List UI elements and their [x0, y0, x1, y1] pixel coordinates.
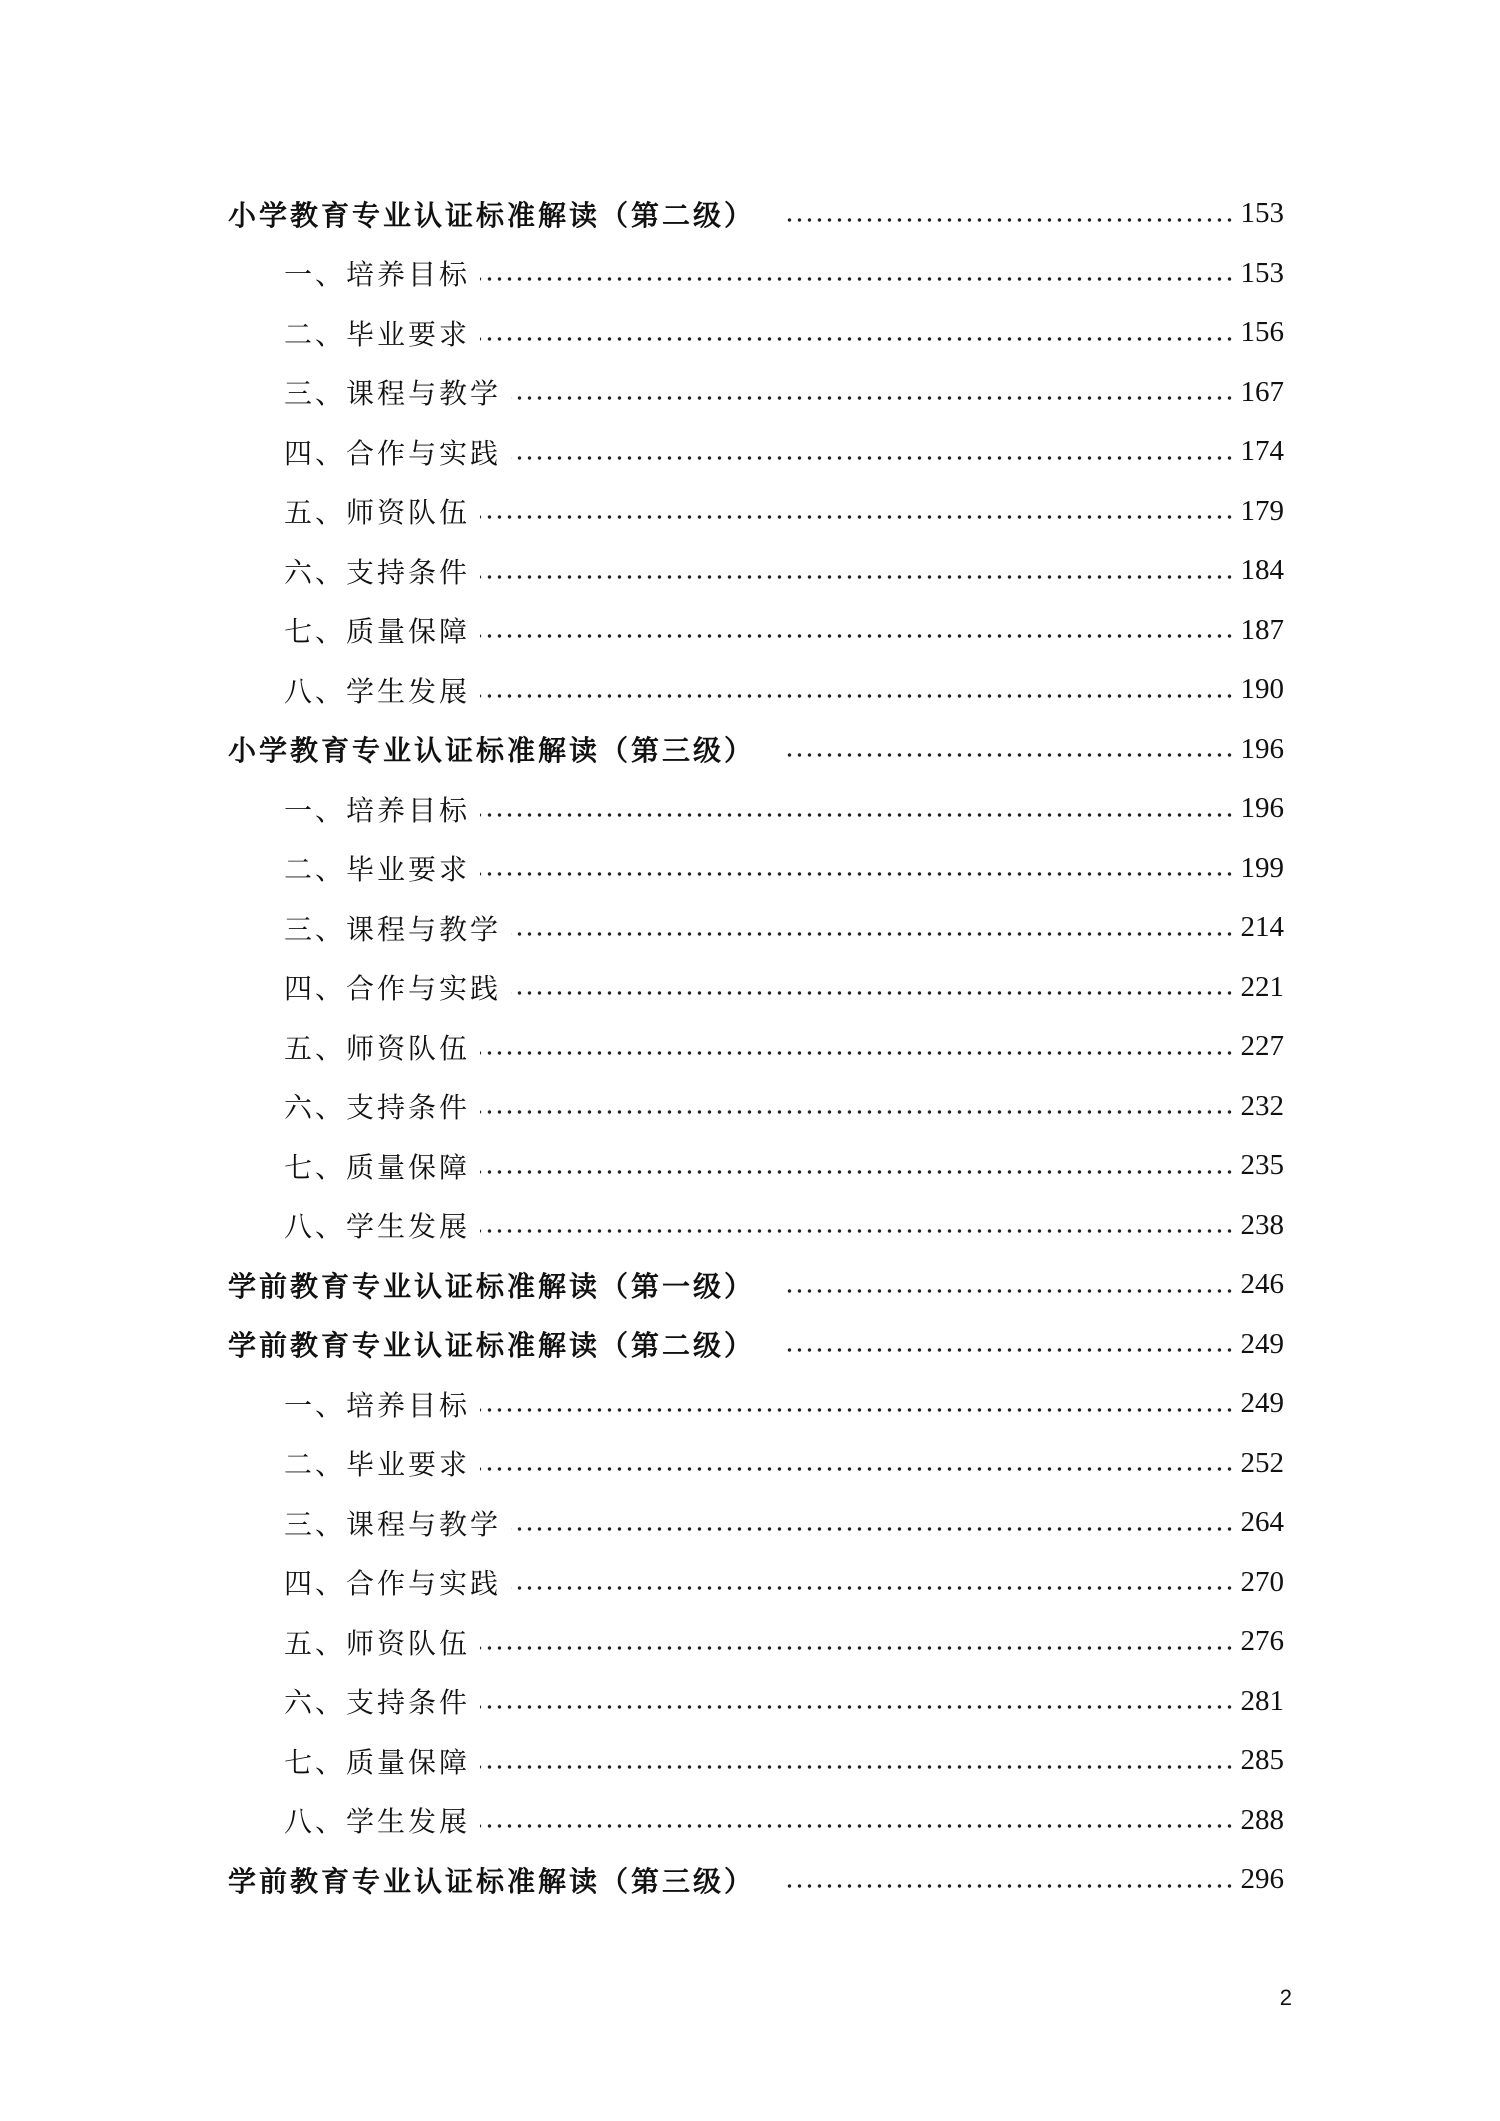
toc-entry-page-number: 296: [1240, 1863, 1284, 1896]
toc-subsection-entry[interactable]: [228, 660, 1284, 720]
dot-leader: [480, 1467, 1234, 1471]
toc-entry-title: 四、合作与实践: [284, 972, 502, 1006]
toc-subsection-entry[interactable]: [228, 482, 1284, 542]
toc-entry-title: 四、合作与实践: [284, 1567, 502, 1601]
toc-entry-title: 三、课程与教学: [284, 1507, 502, 1541]
toc-subsection-entry[interactable]: [228, 303, 1284, 363]
toc-entry-page-number: 270: [1240, 1565, 1284, 1598]
dot-leader: [480, 813, 1234, 817]
dot-leader: [480, 1170, 1234, 1174]
toc-entry-page-number: 156: [1240, 316, 1284, 349]
toc-entry-page-number: 281: [1240, 1684, 1284, 1717]
dot-leader: [511, 396, 1234, 400]
toc-entry-page-number: 196: [1240, 732, 1284, 765]
toc-section-entry[interactable]: [228, 720, 1284, 780]
toc-subsection-entry[interactable]: [228, 1196, 1284, 1256]
toc-entry-page-number: 184: [1240, 554, 1284, 587]
toc-entry-title: 一、培养目标: [284, 1388, 471, 1422]
toc-entry-page-number: 235: [1240, 1149, 1284, 1182]
toc-entry-title: 三、课程与教学: [284, 912, 502, 946]
toc-entry-title: 学前教育专业认证标准解读（第一级）: [228, 1269, 756, 1303]
dot-leader: [785, 1289, 1234, 1293]
toc-subsection-entry[interactable]: [228, 244, 1284, 304]
toc-entry-title: 二、毕业要求: [284, 853, 471, 887]
dot-leader: [480, 337, 1234, 341]
toc-entry-title: 学前教育专业认证标准解读（第二级）: [228, 1329, 756, 1363]
toc-entry-title: 学前教育专业认证标准解读（第三级）: [228, 1864, 756, 1898]
toc-entry-title: 三、课程与教学: [284, 377, 502, 411]
toc-entry-page-number: 174: [1240, 435, 1284, 468]
toc-subsection-entry[interactable]: [228, 958, 1284, 1018]
dot-leader: [480, 1229, 1234, 1233]
toc-entry-page-number: 276: [1240, 1625, 1284, 1658]
toc-subsection-entry[interactable]: [228, 1493, 1284, 1553]
toc-section-entry[interactable]: [228, 1315, 1284, 1375]
toc-entry-page-number: 199: [1240, 851, 1284, 884]
toc-entry-title: 一、培养目标: [284, 258, 471, 292]
toc-entry-title: 八、学生发展: [284, 1210, 471, 1244]
toc-entry-page-number: 153: [1240, 197, 1284, 230]
toc-entry-page-number: 252: [1240, 1446, 1284, 1479]
page-number: 2: [1279, 1985, 1292, 2010]
toc-entry-title: 一、培养目标: [284, 793, 471, 827]
toc-entry-page-number: 221: [1240, 970, 1284, 1003]
toc-entry-title: 二、毕业要求: [284, 1448, 471, 1482]
toc-subsection-entry[interactable]: [228, 1612, 1284, 1672]
toc-entry-page-number: 196: [1240, 792, 1284, 825]
toc-subsection-entry[interactable]: [228, 1553, 1284, 1613]
toc-subsection-entry[interactable]: [228, 1374, 1284, 1434]
dot-leader: [480, 1765, 1234, 1769]
toc-entry-page-number: 249: [1240, 1387, 1284, 1420]
dot-leader: [511, 1527, 1234, 1531]
toc-entry-page-number: 190: [1240, 673, 1284, 706]
toc-entry-page-number: 214: [1240, 911, 1284, 944]
toc-entry-title: 七、质量保障: [284, 1150, 471, 1184]
toc-subsection-entry[interactable]: [228, 1136, 1284, 1196]
toc-subsection-entry[interactable]: [228, 898, 1284, 958]
dot-leader: [511, 456, 1234, 460]
toc-entry-title: 小学教育专业认证标准解读（第三级）: [228, 734, 756, 768]
toc-entry-page-number: 285: [1240, 1744, 1284, 1777]
dot-leader: [480, 1646, 1234, 1650]
toc-section-entry[interactable]: [228, 184, 1284, 244]
dot-leader: [511, 991, 1234, 995]
toc-subsection-entry[interactable]: [228, 1791, 1284, 1851]
toc-entry-page-number: 238: [1240, 1208, 1284, 1241]
dot-leader: [785, 218, 1234, 222]
table-of-contents: [228, 184, 1284, 1910]
toc-subsection-entry[interactable]: [228, 1017, 1284, 1077]
dot-leader: [480, 1824, 1234, 1828]
toc-entry-title: 八、学生发展: [284, 1805, 471, 1839]
dot-leader: [480, 694, 1234, 698]
dot-leader: [480, 515, 1234, 519]
toc-entry-page-number: 249: [1240, 1327, 1284, 1360]
toc-section-entry[interactable]: [228, 1850, 1284, 1910]
dot-leader: [480, 575, 1234, 579]
toc-entry-page-number: 288: [1240, 1803, 1284, 1836]
dot-leader: [785, 1348, 1234, 1352]
toc-entry-title: 六、支持条件: [284, 1686, 471, 1720]
toc-entry-title: 四、合作与实践: [284, 436, 502, 470]
toc-section-entry[interactable]: [228, 1255, 1284, 1315]
toc-subsection-entry[interactable]: [228, 779, 1284, 839]
toc-subsection-entry[interactable]: [228, 839, 1284, 899]
dot-leader: [480, 872, 1234, 876]
dot-leader: [480, 1705, 1234, 1709]
toc-entry-page-number: 264: [1240, 1506, 1284, 1539]
toc-subsection-entry[interactable]: [228, 363, 1284, 423]
toc-entry-title: 五、师资队伍: [284, 1031, 471, 1065]
toc-entry-title: 六、支持条件: [284, 1091, 471, 1125]
toc-subsection-entry[interactable]: [228, 1731, 1284, 1791]
dot-leader: [480, 1051, 1234, 1055]
toc-entry-title: 五、师资队伍: [284, 1626, 471, 1660]
toc-entry-page-number: 232: [1240, 1089, 1284, 1122]
toc-entry-title: 八、学生发展: [284, 674, 471, 708]
toc-entry-page-number: 153: [1240, 256, 1284, 289]
toc-subsection-entry[interactable]: [228, 1672, 1284, 1732]
dot-leader: [511, 932, 1234, 936]
toc-entry-title: 小学教育专业认证标准解读（第二级）: [228, 198, 756, 232]
toc-subsection-entry[interactable]: [228, 541, 1284, 601]
toc-entry-page-number: 246: [1240, 1268, 1284, 1301]
toc-entry-page-number: 227: [1240, 1030, 1284, 1063]
toc-entry-title: 六、支持条件: [284, 555, 471, 589]
toc-entry-page-number: 187: [1240, 613, 1284, 646]
toc-subsection-entry[interactable]: [228, 1434, 1284, 1494]
toc-entry-title: 七、质量保障: [284, 1745, 471, 1779]
dot-leader: [480, 1110, 1234, 1114]
dot-leader: [480, 1408, 1234, 1412]
toc-entry-title: 二、毕业要求: [284, 317, 471, 351]
toc-entry-title: 五、师资队伍: [284, 496, 471, 530]
dot-leader: [480, 277, 1234, 281]
dot-leader: [511, 1586, 1234, 1590]
toc-subsection-entry[interactable]: [228, 601, 1284, 661]
toc-entry-page-number: 179: [1240, 494, 1284, 527]
dot-leader: [785, 753, 1234, 757]
dot-leader: [785, 1884, 1234, 1888]
dot-leader: [480, 634, 1234, 638]
toc-entry-page-number: 167: [1240, 375, 1284, 408]
toc-entry-title: 七、质量保障: [284, 615, 471, 649]
toc-subsection-entry[interactable]: [228, 1077, 1284, 1137]
toc-subsection-entry[interactable]: [228, 422, 1284, 482]
